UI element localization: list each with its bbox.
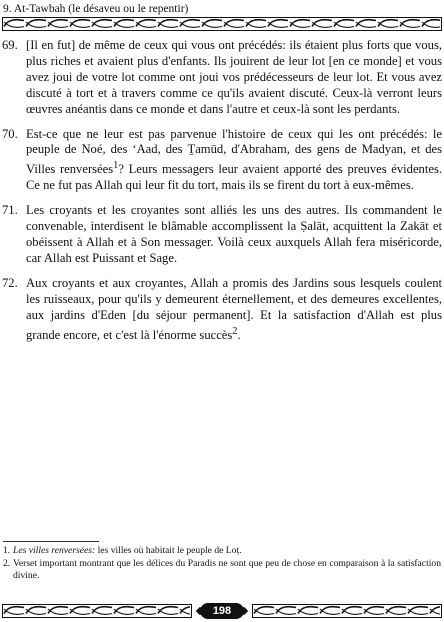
- footnote-number: 1.: [3, 545, 11, 556]
- footnote-1: [3, 545, 441, 557]
- footnote-number: 2.: [3, 558, 11, 569]
- verse-text-part: Aux croyants et aux croyantes, Allah a promis des Jardins sous lesquels coulent les ruisseaux, pour qu'ils y demeurent éternellement, et des demeures excellentes, aux jardins d'Eden [du séjour permanent]. Et la satisfaction d'Allah est plus grande encore, et c'est là l'énorme succès: [26, 275, 442, 342]
- verse-text-part: Est-ce que ne leur est pas parvenue l'histoire de ceux qui les ont précédés: le peuple de Noé, des ‘Aad, des Ṯamūd, d'Abraham, des gens de Madyan, et des Villes renversées: [26, 126, 442, 177]
- chain-ornament-icon: [253, 605, 440, 616]
- verse-text-part: .: [237, 327, 241, 342]
- footnote-ref-1: 1: [113, 160, 119, 172]
- footnote-ref-2: 2: [232, 325, 238, 337]
- verse-text: Les croyants et les croyantes sont alliés les uns des autres. Ils commandent le convenable, interdisent le blâmable accomplissent la Ṣalāt, acquittent la Zakāt et obéissent à Allah et à Son messager. Voilà ceux auxquels Allah fera miséricorde, car Allah est Puissant et Sage.: [26, 203, 442, 266]
- chain-ornament-icon: [3, 605, 190, 616]
- verse-number: 72.: [2, 275, 18, 290]
- verse-69: [2, 38, 442, 118]
- decorative-top-band: [2, 17, 442, 31]
- footnote-text: [13, 545, 441, 557]
- verse-72: [2, 276, 442, 344]
- footnote-divider: [3, 541, 99, 542]
- decorative-bottom-band-left: [2, 604, 192, 618]
- verse-text: [26, 276, 442, 344]
- page-footer: [2, 604, 442, 618]
- chain-ornament-icon: [3, 18, 440, 29]
- footnote-2: [3, 558, 441, 582]
- verse-number: 69.: [2, 38, 18, 52]
- footnotes-block: [3, 545, 441, 583]
- footnote-term: Les villes renversées:: [13, 545, 96, 556]
- verse-70: [2, 127, 442, 195]
- verse-text: [26, 127, 442, 195]
- footnote-body: Verset important montrant que les délices du Paradis ne sont que peu de chose en comparaison à la satisfaction divine.: [13, 558, 441, 581]
- verse-text: [Il en fut] de même de ceux qui vous ont précédés: ils étaient plus forts que vous, plus riches et avaient plus d'enfants. Ils jouirent de leur lot [en ce monde] et vous avez joui de votre lot comme ont joui vos prédécesseurs de leur lot. Et vous avez discuté à tort et à travers comme ce qu'ils avaient discuté. Ceux-là verront leurs œuvres anéantis dans ce monde et dans l'autre et ceux-là sont les perdants.: [26, 38, 442, 116]
- footnote-body: les villes où habitait le peuple de Loṭ.: [95, 545, 242, 556]
- verse-text-part: ? Leurs messagers leur avaient apporté des preuves évidentes. Ce ne fut pas Allah qui leur fit du tort, mais ils se firent du tort à eux-mêmes.: [26, 162, 442, 193]
- verses-block: [2, 38, 442, 353]
- verse-number: 70.: [2, 126, 18, 141]
- page-header-title: 9. At-Tawbah (le désaveu ou le repentir): [3, 3, 189, 15]
- verse-71: [2, 203, 442, 267]
- decorative-bottom-band-right: [252, 604, 442, 618]
- verse-number: 71.: [2, 203, 18, 218]
- page-number: 198: [200, 603, 244, 619]
